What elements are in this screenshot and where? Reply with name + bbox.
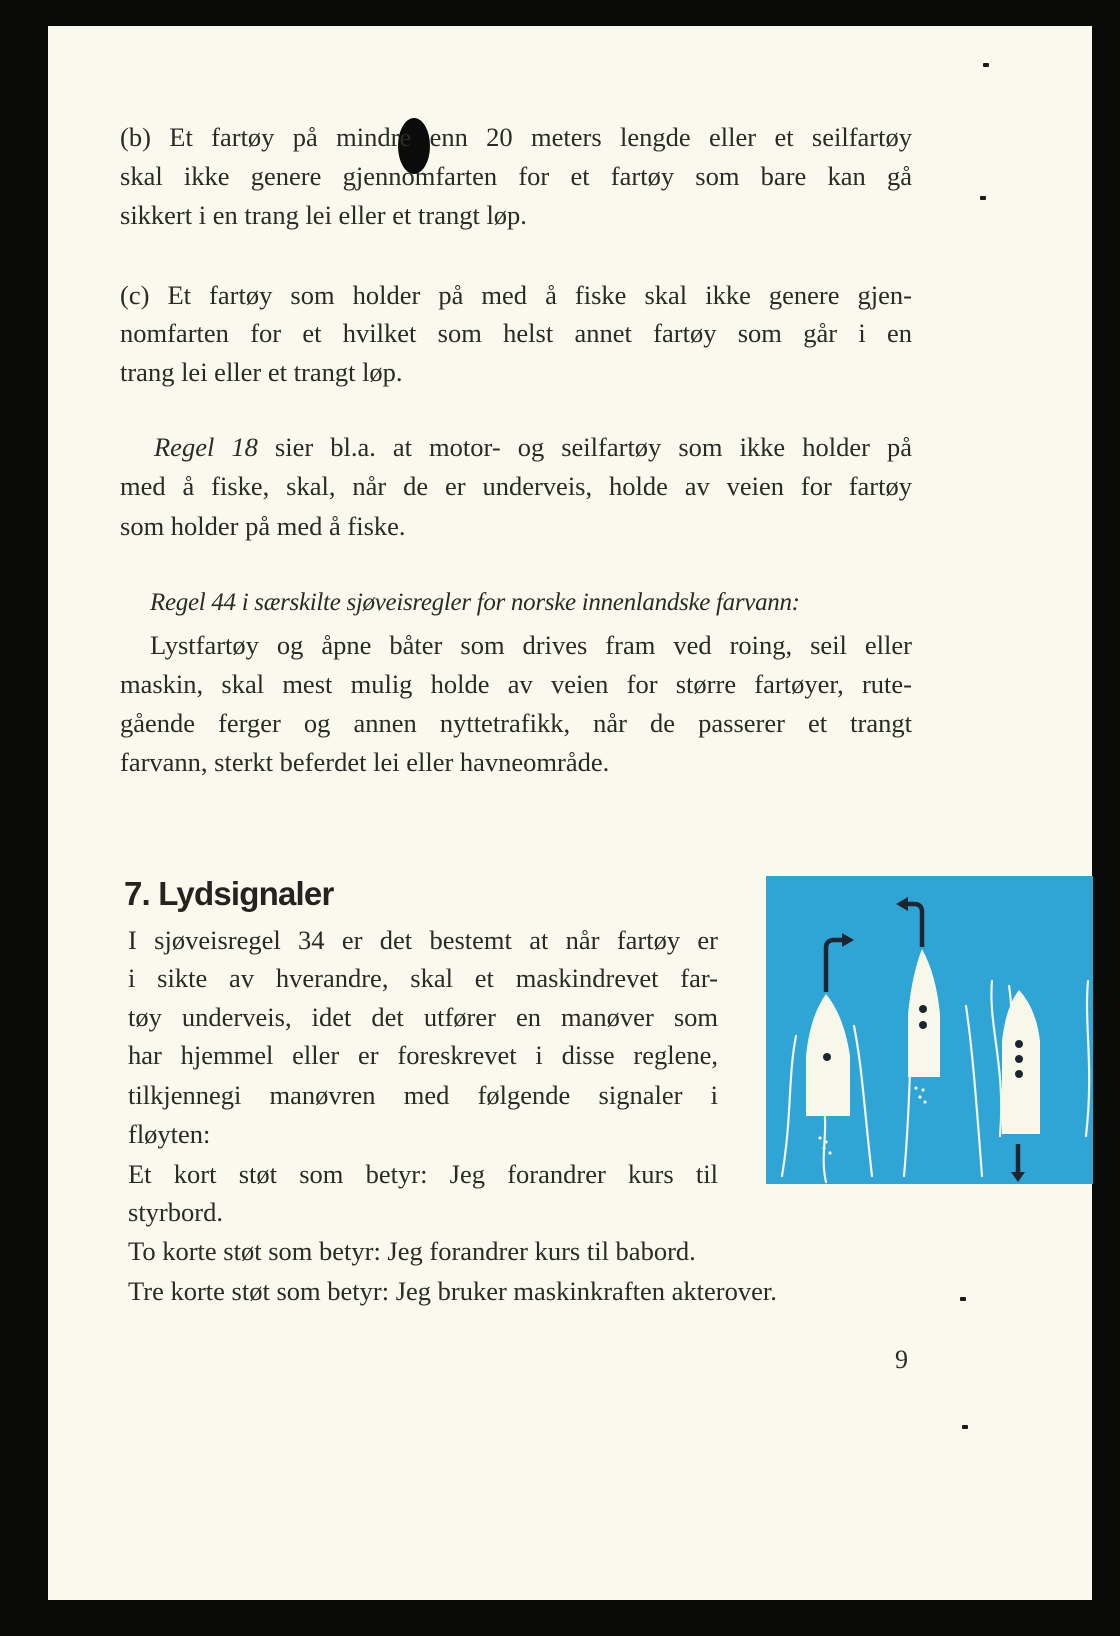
text-line: gående ferger og annen nyttetrafikk, når de passerer et trangt xyxy=(120,708,912,738)
text-line: skal ikke genere gjennomfarten for et fartøy som bare kan gå xyxy=(120,161,912,191)
text-line: har hjemmel eller er foreskrevet i disse reglene, xyxy=(128,1040,718,1070)
rule-heading: Regel 44 i særskilte sjøveisregler for norske innenlandske farvann: xyxy=(150,589,800,616)
text-line: (b) Et fartøy på mindre enn 20 meters lengde eller et seilfartøy xyxy=(120,122,912,152)
margin-mark xyxy=(980,196,986,200)
text-span: sier bl.a. at motor- og seilfartøy som ikke holder på xyxy=(257,432,912,462)
signal-dot xyxy=(823,1053,831,1061)
signal-dot xyxy=(919,1005,927,1013)
signal-dot xyxy=(1015,1040,1023,1048)
text-line: maskin, skal mest mulig holde av veien for større fartøyer, rute- xyxy=(120,669,912,699)
text-line: Et kort støt som betyr: Jeg forandrer kurs til xyxy=(128,1159,718,1189)
document-page xyxy=(48,26,1092,1600)
margin-mark xyxy=(960,1297,966,1301)
text-line xyxy=(154,428,912,466)
text-line: sikkert i en trang lei eller et trangt løp. xyxy=(120,200,527,230)
boat-signals-illustration xyxy=(766,876,1093,1184)
text-line: tøy underveis, idet det utfører en manøver som xyxy=(128,1002,718,1032)
text-line: Lystfartøy og åpne båter som drives fram ved roing, seil eller xyxy=(150,630,912,660)
margin-mark xyxy=(962,1425,968,1429)
text-line: i sikte av hverandre, skal et maskindrevet far- xyxy=(128,963,718,993)
text-line: tilkjennegi manøvren med følgende signaler i xyxy=(128,1080,718,1110)
text-line: fløyten: xyxy=(128,1119,211,1149)
text-line: styrbord. xyxy=(128,1197,223,1227)
signal-dot xyxy=(1015,1055,1023,1063)
signal-dot xyxy=(919,1021,927,1029)
section-heading: 7. Lydsignaler xyxy=(124,875,334,912)
margin-mark xyxy=(983,63,989,67)
text-line: trang lei eller et trangt løp. xyxy=(120,357,403,387)
text-line: som holder på med å fiske. xyxy=(120,511,406,541)
text-line: Tre korte støt som betyr: Jeg bruker maskinkraften akterover. xyxy=(128,1276,777,1306)
text-line: nomfarten for et hvilket som helst annet fartøy som går i en xyxy=(120,318,912,348)
text-line: To korte støt som betyr: Jeg forandrer kurs til babord. xyxy=(128,1236,696,1266)
text-line: med å fiske, skal, når de er underveis, holde av veien for fartøy xyxy=(120,471,912,501)
rule-reference: Regel 18 xyxy=(154,432,258,462)
page-number: 9 xyxy=(895,1345,908,1374)
text-line: (c) Et fartøy som holder på med å fiske skal ikke genere gjen- xyxy=(120,280,912,310)
text-line: I sjøveisregel 34 er det bestemt at når fartøy er xyxy=(128,925,718,955)
signal-dot xyxy=(1015,1070,1023,1078)
text-line: farvann, sterkt beferdet lei eller havneområde. xyxy=(120,747,610,777)
